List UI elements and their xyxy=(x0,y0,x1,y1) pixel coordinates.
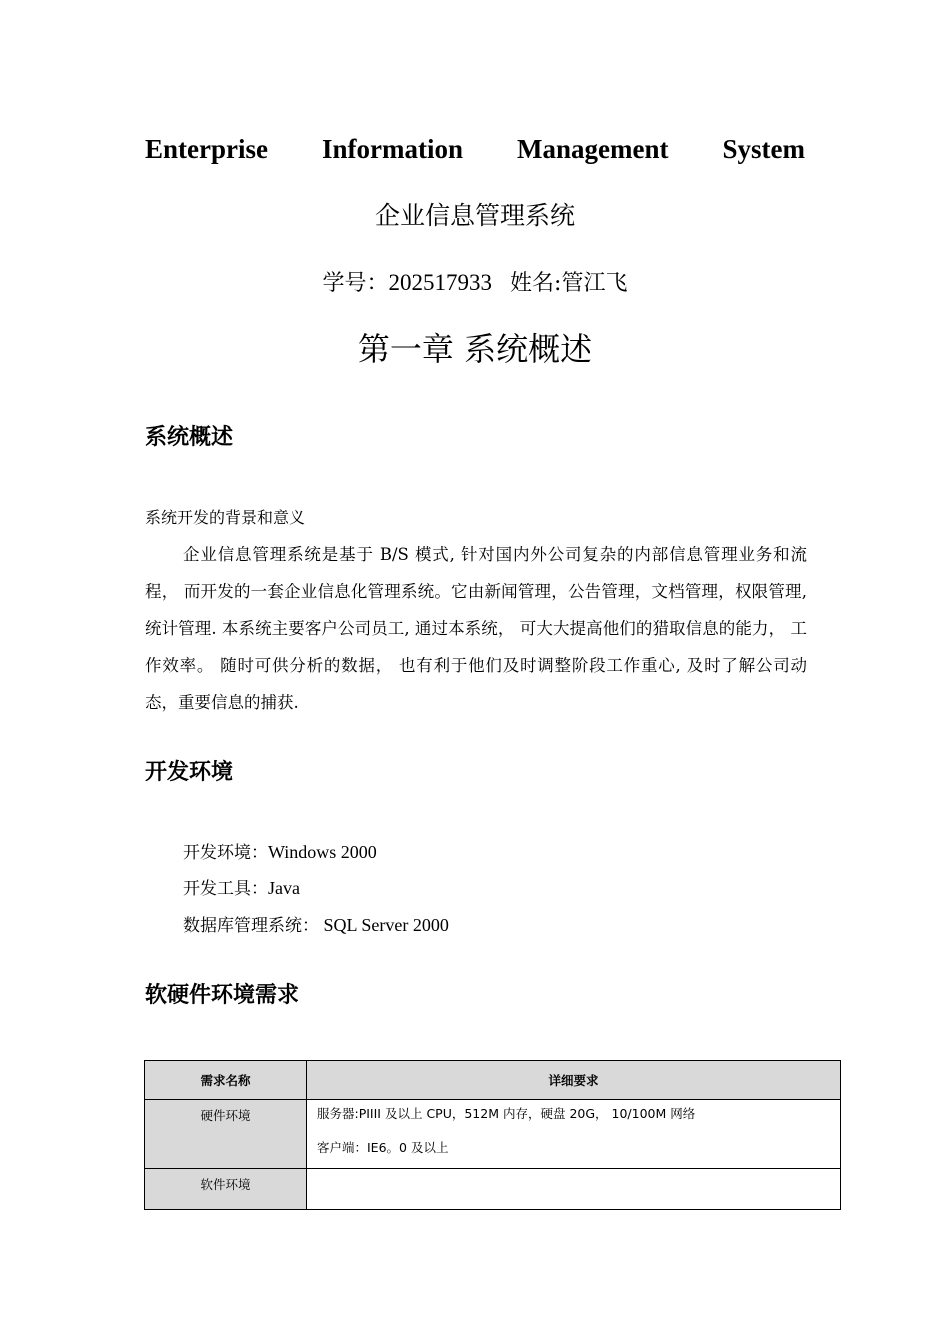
section-heading-requirements: 软硬件环境需求 xyxy=(145,983,300,1008)
row-name: 软件环境 xyxy=(145,1169,307,1210)
student-name-value: 管江飞 xyxy=(561,271,628,296)
dev-env-label: 开发环境： xyxy=(183,843,268,863)
student-name-label: 姓名: xyxy=(510,271,562,296)
dbms-label: 数据库管理系统： xyxy=(183,916,319,936)
dbms-value: SQL Server 2000 xyxy=(319,915,449,935)
dev-tool-line xyxy=(183,875,300,902)
dev-tool-label: 开发工具： xyxy=(183,879,268,899)
overview-paragraph: 企业信息管理系统是基于 B/S 模式, 针对国内外公司复杂的内部信息管理业务和流程， 而开发的一套企业信息化管理系统。它由新闻管理，公告管理，文档管理，权限管理,统计管理. 本系统主要客户公司员工, 通过本系统， 可大大提高他们的猎取信息的能力， 工作效率。 随时可供分析的数据， 也有利于他们及时调整阶段工作重心, 及时了解公司动态，重要信息的捕获. xyxy=(145,545,807,712)
english-title xyxy=(145,131,805,167)
dev-tool-value: Java xyxy=(268,878,300,898)
title-word: Information xyxy=(322,134,463,164)
row-detail xyxy=(307,1169,841,1210)
chinese-title: 企业信息管理系统 xyxy=(374,201,575,230)
section-heading-dev: 开发环境 xyxy=(145,760,234,785)
dev-env-value: Windows 2000 xyxy=(268,842,377,862)
column-header: 需求名称 xyxy=(145,1061,307,1100)
table-header-row xyxy=(145,1061,841,1100)
row-detail xyxy=(307,1100,841,1169)
title-word: Management xyxy=(517,134,669,164)
dev-env-line xyxy=(183,839,377,866)
table-row xyxy=(145,1169,841,1210)
detail-line: 客户端：IE6。0 及以上 xyxy=(317,1140,449,1155)
table-row xyxy=(145,1100,841,1169)
dbms-line xyxy=(183,912,449,939)
column-header: 详细要求 xyxy=(307,1061,841,1100)
row-name: 硬件环境 xyxy=(145,1100,307,1169)
chapter-heading: 第一章 系统概述 xyxy=(357,330,593,368)
student-info xyxy=(0,266,950,301)
student-id-label: 学号： xyxy=(322,271,389,296)
section-heading-overview: 系统概述 xyxy=(145,425,234,450)
section-subheading: 系统开发的背景和意义 xyxy=(145,508,306,527)
title-word: System xyxy=(722,134,805,164)
title-word: Enterprise xyxy=(145,134,268,164)
student-id-value: 202517933 xyxy=(388,270,493,295)
requirements-table xyxy=(144,1060,841,1210)
detail-line: 服务器:PIIII 及以上 CPU，512M 内存，硬盘 20G， 10/100M 网络 xyxy=(317,1106,696,1121)
